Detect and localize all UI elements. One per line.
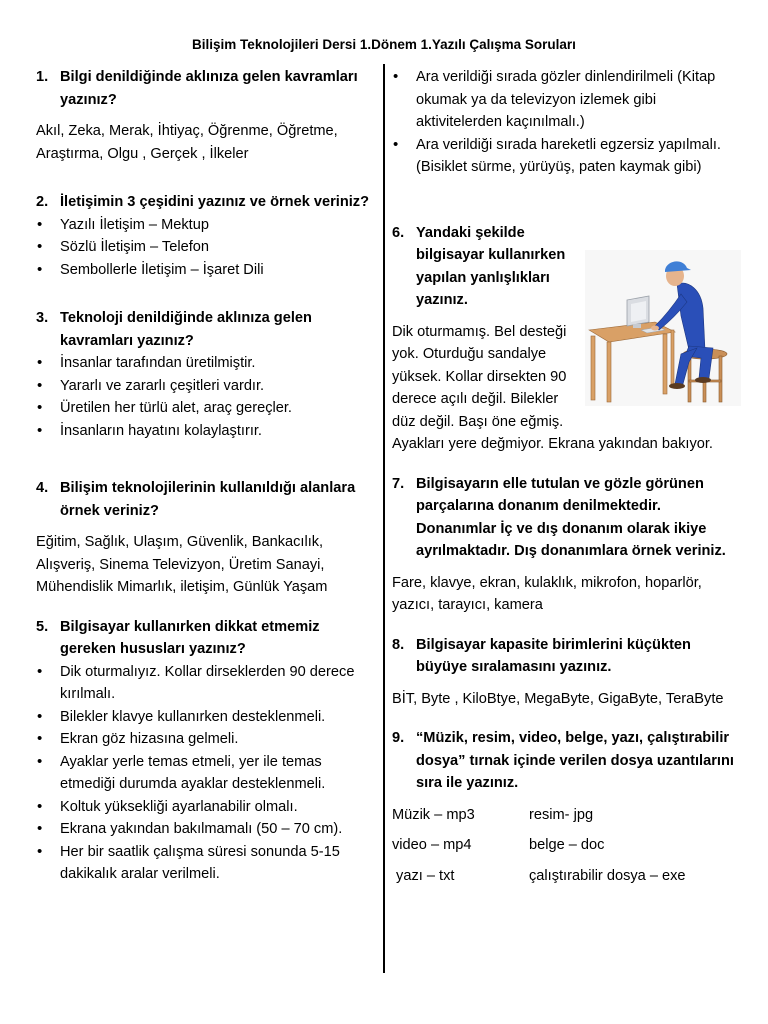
extension-cell: resim- jpg: [529, 806, 594, 823]
answer-6-wrapped: Dik oturmamış. Bel desteği yok. Oturduğu sandalye yüksek. Kollar dirsekten 90 derece açılı değil. Bilekler düz değil. Başı öne eğmiş.: [392, 323, 567, 430]
list-item: • Yararlı ve zararlı çeşitleri vardır.: [36, 375, 376, 398]
question-number: 2.: [36, 194, 49, 210]
question-text: Bilgi denildiğinde aklınıza gelen kavramları yazınız?: [60, 69, 358, 108]
page-title: Bilişim Teknolojileri Dersi 1.Dönem 1.Yazılı Çalışma Soruları: [192, 37, 576, 52]
person-at-computer-illustration: [585, 250, 741, 406]
question-number: 4.: [36, 480, 49, 496]
answer-5-list: [36, 661, 376, 886]
question-5: [36, 616, 376, 661]
question-1: [36, 66, 376, 111]
question-number: 8.: [392, 636, 405, 653]
question-number: 9.: [392, 730, 405, 746]
question-number: 1.: [36, 69, 49, 85]
list-item: • Yazılı İletişim – Mektup: [36, 214, 376, 237]
column-divider: [383, 64, 385, 973]
answer-6-full: Ayakları yere değmiyor. Ekrana yakından bakıyor.: [392, 436, 713, 452]
question-7: [392, 473, 737, 563]
question-text: Bilgisayar kapasite birimlerini küçükten büyüye sıralamasını yazınız.: [416, 636, 691, 675]
extension-cell: yazı – txt: [392, 867, 455, 884]
question-text: Bilişim teknolojilerinin kullanıldığı alanlara örnek veriniz?: [60, 480, 356, 519]
question-number: 3.: [36, 310, 49, 326]
list-item: • Sözlü İletişim – Telefon: [36, 236, 376, 259]
extension-cell: video – mp4: [392, 837, 472, 853]
list-item: • Ara verildiği sırada gözler dinlendirilmeli (Kitap okumak ya da televizyon izlemek gibi aktivitelerden kaçınılmalı.): [392, 66, 737, 134]
extension-cell: Müzik – mp3: [392, 806, 475, 823]
question-number: 7.: [392, 475, 405, 492]
right-column: [392, 66, 737, 895]
answer-4: Eğitim, Sağlık, Ulaşım, Güvenlik, Bankacılık, Alışveriş, Sinema Televizyon, Üretim Sanayi, Mühendislik Mimarlık, iletişim, Günlük Yaşam: [36, 534, 328, 595]
question-number: 6.: [392, 224, 405, 241]
list-item: • Üretilen her türlü alet, araç gereçler.: [36, 397, 376, 420]
question-6-block: [392, 222, 737, 456]
extension-cell: belge – doc: [529, 837, 605, 853]
extension-cell: çalıştırabilir dosya – exe: [529, 867, 686, 884]
list-item: • Ayaklar yerle temas etmeli, yer ile temas etmediği durumda ayaklar desteklenmeli.: [36, 751, 376, 796]
question-8: [392, 634, 737, 679]
list-item: • Bilekler klavye kullanırken desteklenmeli.: [36, 706, 376, 729]
list-item: • Dik oturmalıyız. Kollar dirseklerden 90 derece kırılmalı.: [36, 661, 376, 706]
question-9: [392, 727, 737, 795]
extension-row: [392, 804, 737, 827]
question-text: Bilgisayar kullanırken dikkat etmemiz gereken hususları yazınız?: [60, 618, 320, 657]
left-column: [36, 66, 376, 886]
answer-5-list-continued: [392, 66, 737, 179]
extension-row: [392, 834, 737, 857]
question-text: İletişimin 3 çeşidini yazınız ve örnek veriniz?: [60, 194, 370, 210]
question-3: [36, 307, 376, 352]
question-2: [36, 191, 376, 214]
list-item: • İnsanlar tarafından üretilmiştir.: [36, 352, 376, 375]
question-number: 5.: [36, 618, 49, 635]
answer-2-list: [36, 214, 376, 282]
list-item: • İnsanların hayatını kolaylaştırır.: [36, 420, 376, 443]
list-item: • Her bir saatlik çalışma süresi sonunda 5-15 dakikalık aralar verilmeli.: [36, 841, 376, 886]
answer-8: BİT, Byte , KiloBtye, MegaByte, GigaByte, TeraByte: [392, 690, 724, 707]
question-4: [36, 477, 376, 522]
list-item: • Ara verildiği sırada hareketli egzersiz yapılmalı. (Bisiklet sürme, yürüyüş, paten kaymak gibi): [392, 134, 737, 179]
question-text: Yandaki şekilde bilgisayar kullanırken yapılan yanlışlıkları yazınız.: [416, 224, 566, 308]
question-text: Bilgisayarın elle tutulan ve gözle görünen parçalarına donanım denilmektedir. Donanımlar İç ve dış donanım olarak ikiye ayrılmaktadır. Dış donanımlara örnek veriniz.: [416, 475, 726, 559]
extension-row: [392, 865, 737, 888]
list-item: • Ekran göz hizasına gelmeli.: [36, 728, 376, 751]
list-item: • Ekrana yakından bakılmamalı (50 – 70 cm).: [36, 818, 376, 841]
question-text: “Müzik, resim, video, belge, yazı, çalıştırabilir dosya” tırnak içinde verilen dosya uzantılarını sıra ile yazınız.: [416, 730, 734, 791]
question-text: Teknoloji denildiğinde aklınıza gelen kavramları yazınız?: [60, 310, 312, 349]
answer-7: Fare, klavye, ekran, kulaklık, mikrofon, hoparlör, yazıcı, tarayıcı, kamera: [392, 574, 702, 613]
answer-3-list: [36, 352, 376, 442]
list-item: • Sembollerle İletişim – İşaret Dili: [36, 259, 376, 282]
list-item: • Koltuk yüksekliği ayarlanabilir olmalı.: [36, 796, 376, 819]
answer-1: Akıl, Zeka, Merak, İhtiyaç, Öğrenme, Öğretme, Araştırma, Olgu , Gerçek , İlkeler: [36, 123, 338, 162]
